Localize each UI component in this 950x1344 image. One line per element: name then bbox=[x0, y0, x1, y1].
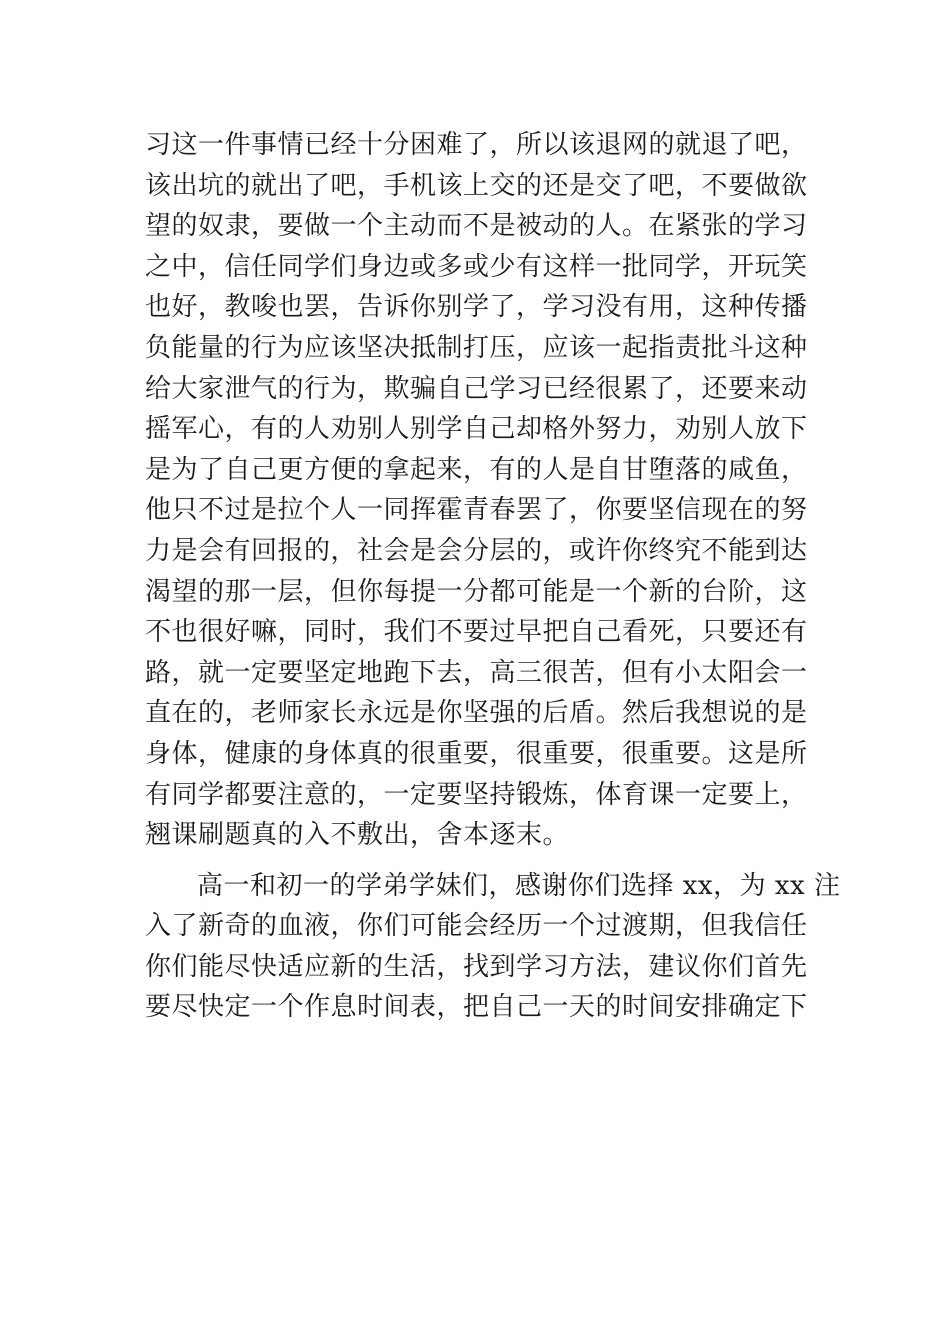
text-line: 渴望的那一层，但你每提一分都可能是一个新的台阶，这 bbox=[145, 576, 808, 607]
text-line: 他只不过是拉个人一同挥霍青春罢了，你要坚信现在的努 bbox=[145, 495, 808, 526]
text-line: 习这一件事情已经十分困难了，所以该退网的就退了吧， bbox=[145, 130, 808, 160]
text-line: 路，就一定要坚定地跑下去，高三很苦，但有小太阳会一 bbox=[145, 657, 808, 688]
text-line: 力是会有回报的，社会是会分层的，或许你终究不能到达 bbox=[145, 535, 808, 566]
text-line: 身体，健康的身体真的很重要，很重要，很重要。这是所 bbox=[145, 738, 808, 769]
text-line: 望的奴隶，要做一个主动而不是被动的人。在紧张的学习 bbox=[145, 211, 808, 242]
paragraph-2 bbox=[145, 866, 841, 1028]
text-line: 高一和初一的学弟学妹们，感谢你们选择 xx，为 xx 注 bbox=[197, 870, 841, 901]
text-line: 给大家泄气的行为，欺骗自己学习已经很累了，还要来动 bbox=[145, 373, 808, 404]
text-line: 直在的，老师家长永远是你坚强的后盾。然后我想说的是 bbox=[145, 698, 808, 729]
text-line: 有同学都要注意的，一定要坚持锻炼，体育课一定要上， bbox=[145, 779, 808, 810]
text-line: 你们能尽快适应新的生活，找到学习方法，建议你们首先 bbox=[145, 951, 808, 982]
text-line: 翘课刷题真的入不敷出，舍本逐末。 bbox=[145, 820, 570, 851]
text-line: 负能量的行为应该坚决抵制打压，应该一起指责批斗这种 bbox=[145, 332, 808, 363]
text-line: 之中，信任同学们身边或多或少有这样一批同学，开玩笑 bbox=[145, 251, 808, 282]
paragraph-1 bbox=[145, 125, 808, 856]
text-line: 不也很好嘛，同时，我们不要过早把自己看死，只要还有 bbox=[145, 617, 808, 648]
text-line: 摇军心，有的人劝别人别学自己却格外努力，劝别人放下 bbox=[145, 414, 808, 445]
text-line: 入了新奇的血液，你们可能会经历一个过渡期，但我信任 bbox=[145, 911, 808, 942]
paragraph-gap bbox=[145, 856, 805, 866]
text-line: 也好，教唆也罢，告诉你别学了，学习没有用，这种传播 bbox=[145, 292, 808, 323]
text-line: 是为了自己更方便的拿起来，有的人是自甘堕落的咸鱼， bbox=[145, 454, 808, 485]
document-body bbox=[145, 125, 841, 1028]
text-line: 该出坑的就出了吧，手机该上交的还是交了吧，不要做欲 bbox=[145, 170, 808, 201]
text-line: 要尽快定一个作息时间表，把自己一天的时间安排确定下 bbox=[145, 992, 808, 1023]
